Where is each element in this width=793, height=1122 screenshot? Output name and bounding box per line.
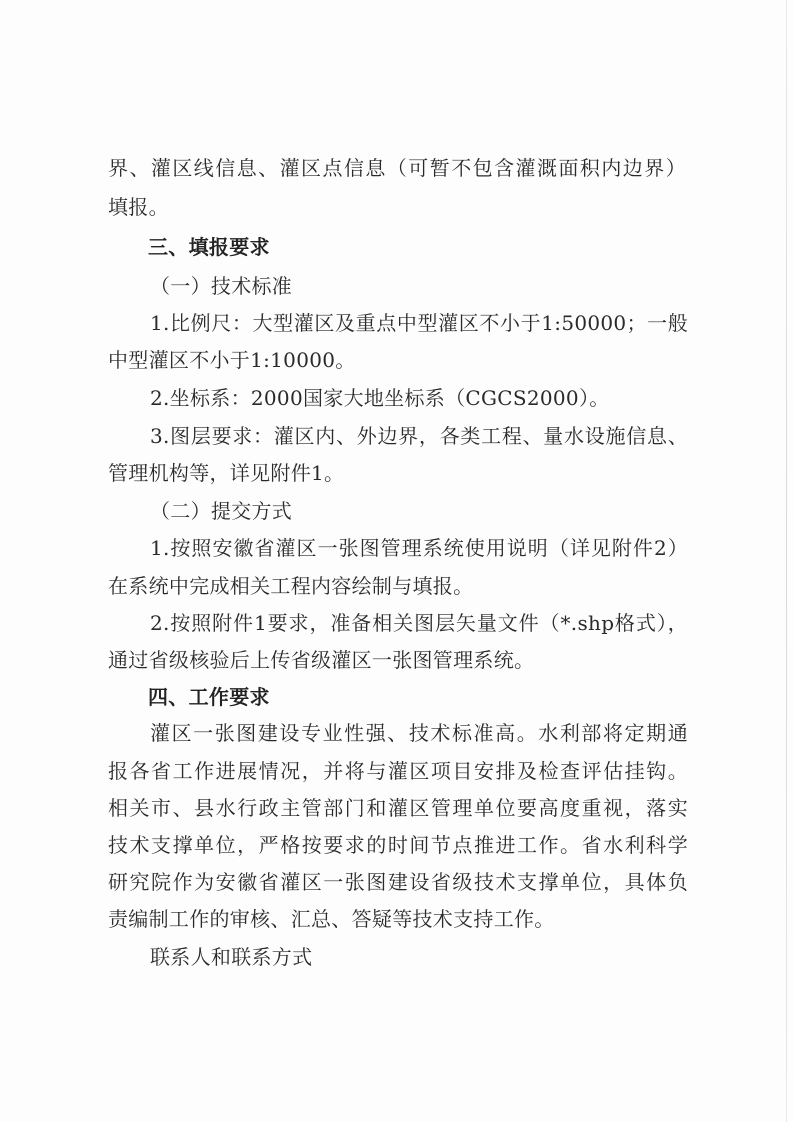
paragraph-line: 通过省级核验后上传省级灌区一张图管理系统。 <box>108 648 535 672</box>
paragraph-line: 2.坐标系：2000国家大地坐标系（CGCS2000）。 <box>150 386 610 410</box>
paragraph-line: 联系人和联系方式 <box>150 945 313 969</box>
paragraph-line: 相关市、县水行政主管部门和灌区管理单位要高度重视，落实 <box>108 796 688 820</box>
paragraph-line: 责编制工作的审核、汇总、答疑等技术支持工作。 <box>108 907 555 931</box>
paragraph-line: 1.按照安徽省灌区一张图管理系统使用说明（详见附件2） <box>150 536 688 560</box>
paragraph-line: 2.按照附件1要求，准备相关图层矢量文件（*.shp格式）， <box>150 611 688 635</box>
paragraph-line: 在系统中完成相关工程内容绘制与填报。 <box>108 574 474 598</box>
paragraph-line: 1.比例尺：大型灌区及重点中型灌区不小于1:50000；一般 <box>150 311 688 335</box>
subsection-heading: （一）技术标准 <box>150 274 293 298</box>
section-heading: 三、填报要求 <box>148 235 270 259</box>
paragraph-line: 研究院作为安徽省灌区一张图建设省级技术支撑单位，具体负 <box>108 870 688 894</box>
paragraph-line: 管理机构等，详见附件1。 <box>108 461 345 485</box>
paragraph-line: 灌区一张图建设专业性强、技术标准高。水利部将定期通 <box>150 721 688 745</box>
page-edge <box>786 0 787 1122</box>
paragraph-line: 报各省工作进展情况，并将与灌区项目安排及检查评估挂钩。 <box>108 759 688 783</box>
paragraph-line: 3.图层要求：灌区内、外边界，各类工程、量水设施信息、 <box>150 424 688 448</box>
paragraph-line: 技术支撑单位，严格按要求的时间节点推进工作。省水利科学 <box>108 833 688 857</box>
paragraph-line: 中型灌区不小于1:10000。 <box>108 348 356 372</box>
paragraph-line: 填报。 <box>108 195 169 219</box>
subsection-heading: （二）提交方式 <box>150 499 293 523</box>
section-heading: 四、工作要求 <box>148 685 270 709</box>
paragraph-line: 界、灌区线信息、灌区点信息（可暂不包含灌溉面积内边界） <box>108 156 686 180</box>
